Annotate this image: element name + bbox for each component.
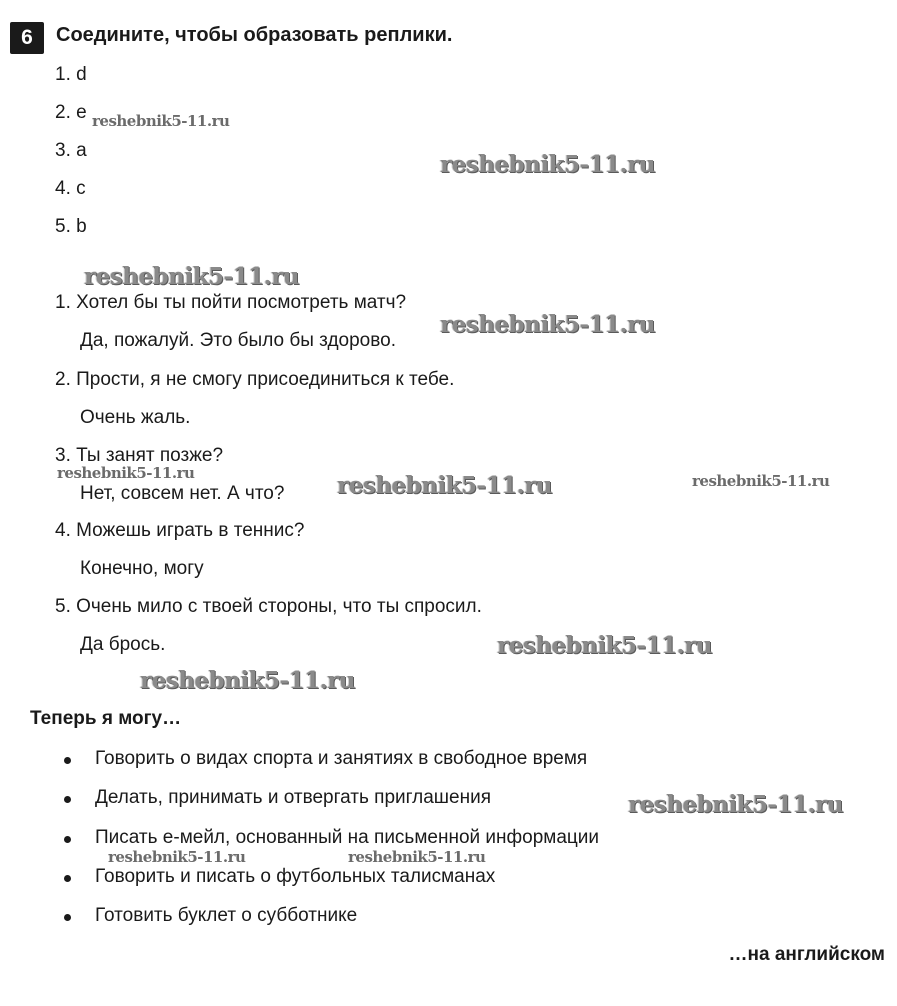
watermark: reshebnik5-11.ru [84, 263, 299, 290]
watermark: reshebnik5-11.ru [140, 667, 355, 694]
can-do-item: Говорить и писать о футбольных талисманах [95, 866, 496, 887]
dialogue-question: 1. Хотел бы ты пойти посмотреть матч? [55, 292, 407, 313]
dialogue-answer: Да брось. [80, 634, 166, 655]
watermark: reshebnik5-11.ru [348, 848, 486, 866]
can-do-item: Делать, принимать и отвергать приглашения [95, 787, 492, 808]
dialogue-question: 5. Очень мило с твоей стороны, что ты спросил. [55, 596, 482, 617]
bullet-icon [64, 875, 71, 882]
dialogue-answer: Нет, совсем нет. А что? [80, 483, 285, 504]
dialogue-answer: Очень жаль. [80, 407, 191, 428]
dialogue-question: 2. Прости, я не смогу присоединиться к тебе. [55, 369, 455, 390]
answer-item: 3. a [55, 140, 87, 161]
answer-item: 4. c [55, 178, 86, 199]
dialogue-question: 4. Можешь играть в теннис? [55, 520, 305, 541]
bullet-icon [64, 757, 71, 764]
watermark: reshebnik5-11.ru [440, 311, 655, 338]
bullet-icon [64, 796, 71, 803]
footer-label: …на английском [728, 944, 885, 965]
watermark: reshebnik5-11.ru [440, 151, 655, 178]
watermark: reshebnik5-11.ru [692, 472, 830, 490]
watermark: reshebnik5-11.ru [92, 112, 230, 130]
watermark: reshebnik5-11.ru [628, 791, 843, 818]
exercise-title: Соедините, чтобы образовать реплики. [56, 24, 453, 46]
dialogue-answer: Да, пожалуй. Это было бы здорово. [80, 330, 396, 351]
dialogue-question: 3. Ты занят позже? [55, 445, 224, 466]
watermark: reshebnik5-11.ru [57, 464, 195, 482]
can-do-item: Писать е-мейл, основанный на письменной информации [95, 827, 600, 848]
can-do-heading: Теперь я могу… [30, 708, 182, 729]
answer-item: 2. e [55, 102, 87, 123]
watermark: reshebnik5-11.ru [108, 848, 246, 866]
can-do-item: Говорить о видах спорта и занятиях в свободное время [95, 748, 588, 769]
exercise-number-badge: 6 [10, 22, 44, 54]
bullet-icon [64, 914, 71, 921]
dialogue-answer: Конечно, могу [80, 558, 204, 579]
bullet-icon [64, 836, 71, 843]
watermark: reshebnik5-11.ru [337, 472, 552, 499]
watermark: reshebnik5-11.ru [497, 632, 712, 659]
answer-item: 5. b [55, 216, 87, 237]
can-do-item: Готовить буклет о субботнике [95, 905, 358, 926]
answer-item: 1. d [55, 64, 87, 85]
